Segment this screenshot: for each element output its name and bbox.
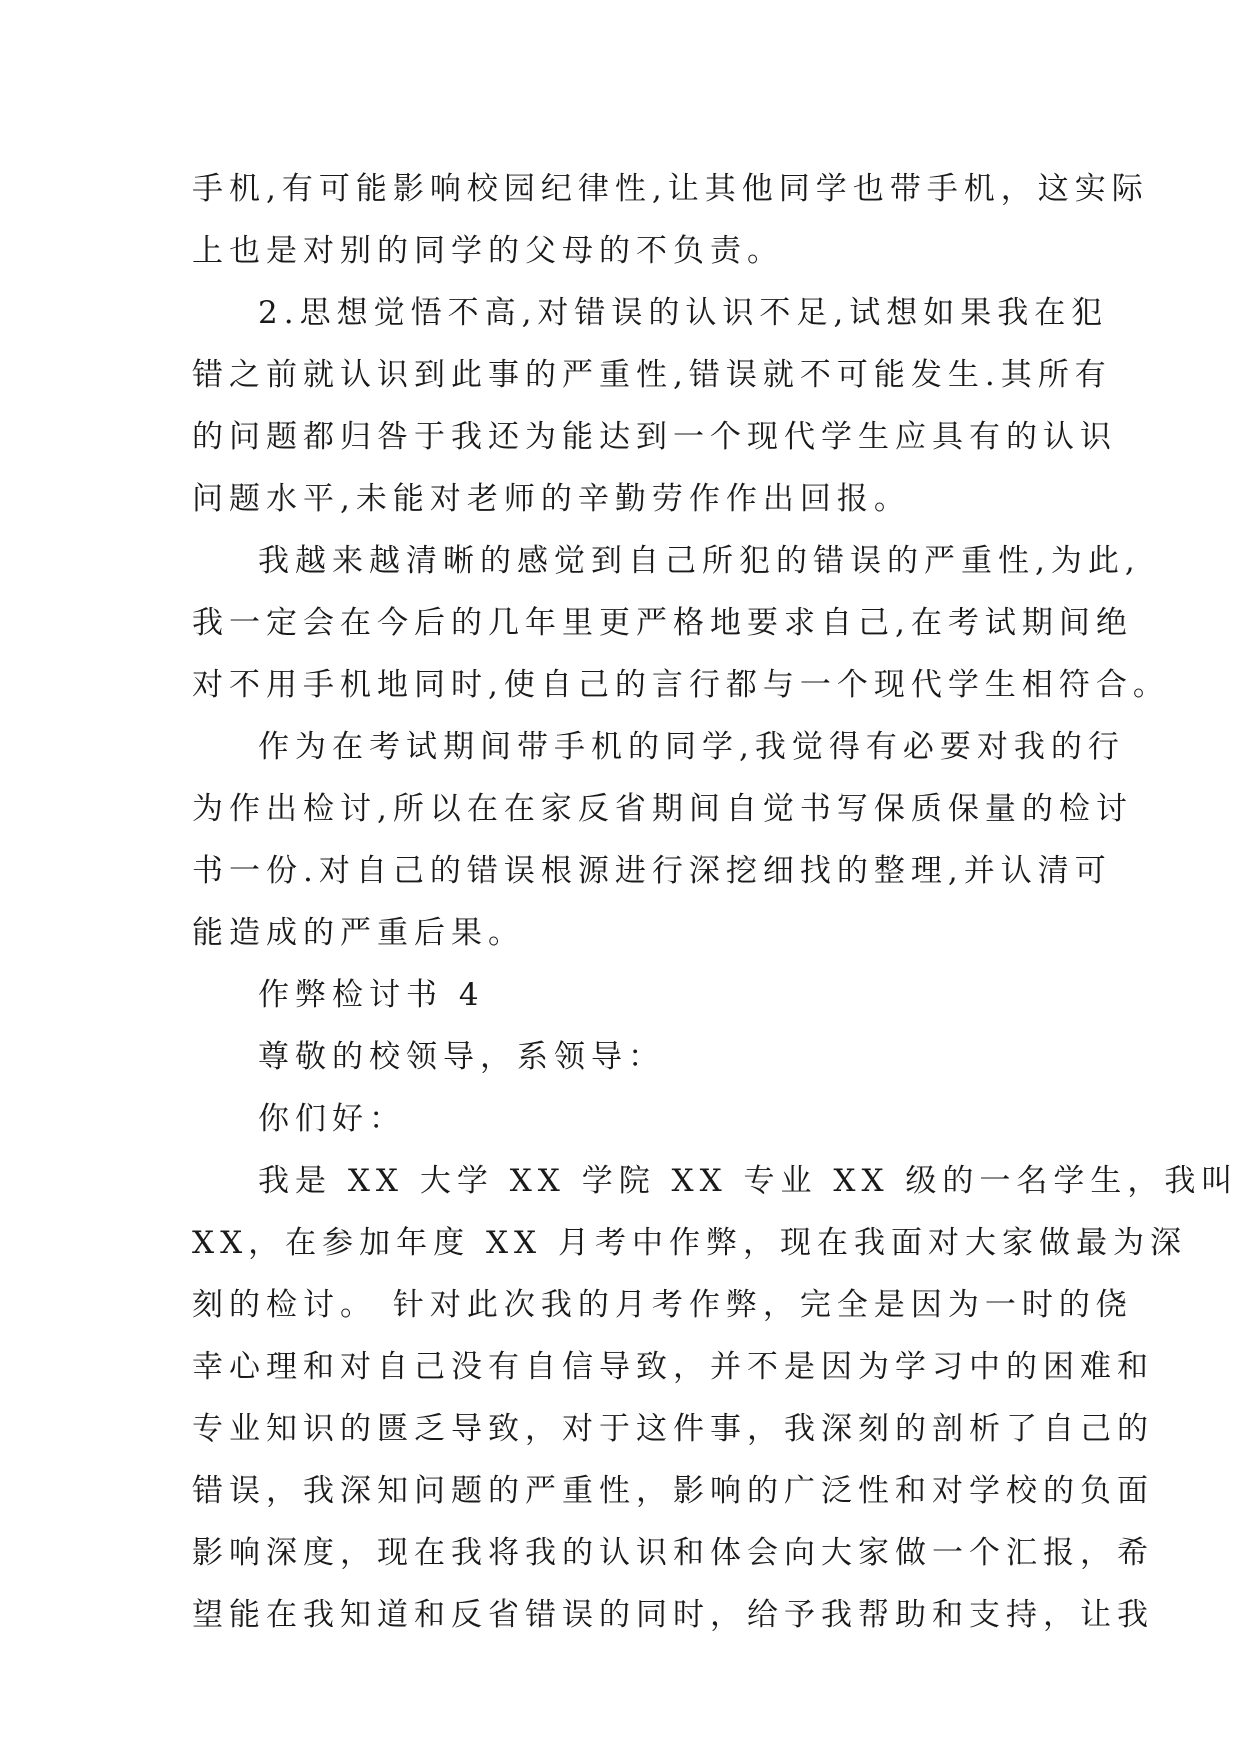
paragraph-start-line: 作为在考试期间带手机的同学,我觉得有必要对我的行 — [258, 729, 1125, 765]
text-line: 上也是对别的同学的父母的不负责。 — [192, 233, 784, 269]
text-line: 手机,有可能影响校园纪律性,让其他同学也带手机，这实际 — [192, 171, 1149, 207]
text-line: 影响深度，现在我将我的认识和体会向大家做一个汇报，希 — [192, 1535, 1154, 1571]
text-line: 望能在我知道和反省错误的同时，给予我帮助和支持，让我 — [192, 1597, 1154, 1633]
paragraph-start-line: 我是 XX 大学 XX 学院 XX 专业 XX 级的一名学生，我叫 — [258, 1163, 1239, 1199]
text-line: 书一份.对自己的错误根源进行深挖细找的整理,并认清可 — [192, 853, 1112, 889]
text-line: 错之前就认识到此事的严重性,错误就不可能发生.其所有 — [192, 357, 1112, 393]
paragraph-start-line: 我越来越清晰的感觉到自己所犯的错误的严重性,为此, — [258, 543, 1141, 579]
text-line: 的问题都归咎于我还为能达到一个现代学生应具有的认识 — [192, 419, 1117, 455]
salutation: 尊敬的校领导，系领导： — [258, 1039, 665, 1075]
text-line: 为作出检讨,所以在在家反省期间自觉书写保质保量的检讨 — [192, 791, 1133, 827]
text-line: 刻的检讨。 针对此次我的月考作弊，完全是因为一时的侥 — [192, 1287, 1133, 1323]
text-line: 我一定会在今后的几年里更严格地要求自己,在考试期间绝 — [192, 605, 1133, 641]
text-line: 能造成的严重后果。 — [192, 915, 525, 951]
text-line: 问题水平,未能对老师的辛勤劳作作出回报。 — [192, 481, 911, 517]
text-line: 对不用手机地同时,使自己的言行都与一个现代学生相符合。 — [192, 667, 1170, 703]
section-title: 作弊检讨书 4 — [258, 977, 485, 1013]
text-line: 错误，我深知问题的严重性，影响的广泛性和对学校的负面 — [192, 1473, 1154, 1509]
body-text — [192, 158, 1239, 1646]
text-line: 幸心理和对自己没有自信导致，并不是因为学习中的困难和 — [192, 1349, 1154, 1385]
paragraph-start-line: 2.思想觉悟不高,对错误的认识不足,试想如果我在犯 — [258, 295, 1109, 331]
text-line: 专业知识的匮乏导致，对于这件事，我深刻的剖析了自己的 — [192, 1411, 1154, 1447]
text-line: XX，在参加年度 XX 月考中作弊，现在我面对大家做最为深 — [192, 1225, 1187, 1261]
greeting: 你们好： — [258, 1101, 406, 1137]
